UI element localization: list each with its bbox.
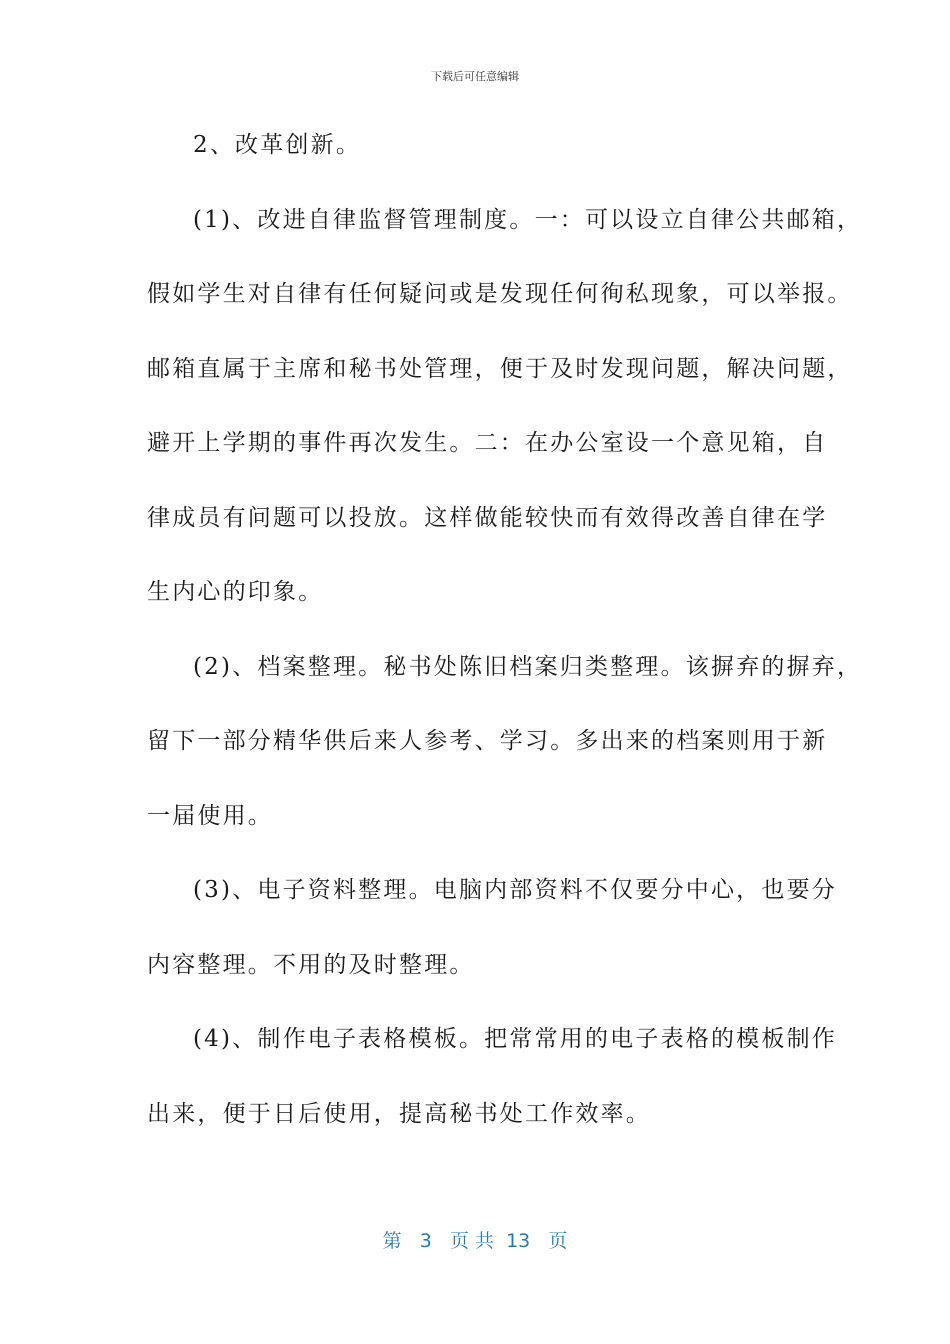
paragraph-line: 生内心的印象。 <box>147 579 324 605</box>
paragraph-line: 出来，便于日后使用，提高秘书处工作效率。 <box>147 1100 651 1127</box>
paragraph-line: 留下一部分精华供后来人参考、学习。多出来的档案则用于新 <box>147 728 828 754</box>
paragraph-line: 假如学生对自律有任何疑问或是发现任何徇私现象，可以举报。 <box>147 281 853 307</box>
total-pages-number: 13 <box>506 1230 531 1252</box>
page-footer <box>0 1226 950 1253</box>
paragraph-line: (4)、制作电子表格模板。把常常用的电子表格的模板制作 <box>193 1026 837 1052</box>
paragraph-line: (3)、电子资料整理。电脑内部资料不仅要分中心，也要分 <box>193 877 837 903</box>
paragraph-heading: 2、改革创新。 <box>193 132 362 158</box>
paragraph-line: 邮箱直属于主席和秘书处管理，便于及时发现问题，解决问题， <box>147 355 853 382</box>
current-page-number: 3 <box>419 1230 432 1252</box>
page-label-middle: 页 共 <box>449 1230 494 1252</box>
page-label-suffix: 页 <box>548 1230 568 1252</box>
paragraph-line: (1)、改进自律监督管理制度。一：可以设立自律公共邮箱， <box>193 206 863 233</box>
page-label-prefix: 第 <box>382 1230 402 1252</box>
document-body <box>147 120 863 1163</box>
paragraph-line: 律成员有问题可以投放。这样做能较快而有效得改善自律在学 <box>147 504 828 531</box>
header-note: 下载后可任意编辑 <box>431 70 519 83</box>
paragraph-line: 一届使用。 <box>147 802 273 829</box>
paragraph-line: (2)、档案整理。秘书处陈旧档案归类整理。该摒弃的摒弃， <box>193 653 863 680</box>
paragraph-line: 避开上学期的事件再次发生。二：在办公室设一个意见箱，自 <box>147 430 828 456</box>
paragraph-line: 内容整理。不用的及时整理。 <box>147 951 475 978</box>
